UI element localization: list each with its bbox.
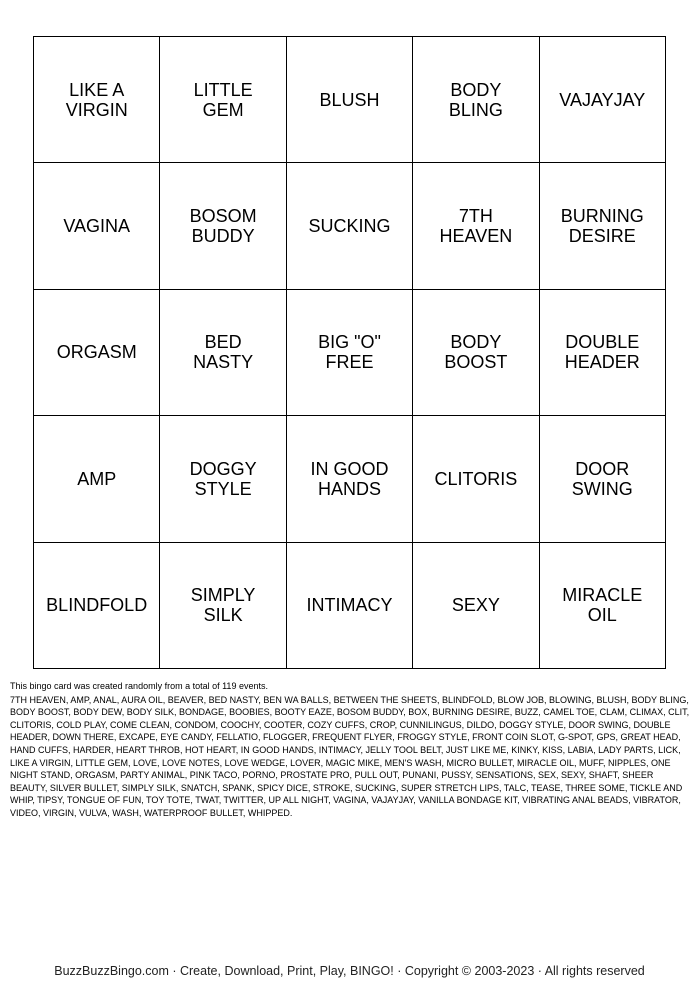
bingo-cell-label: VAJAYJAY bbox=[559, 89, 646, 110]
bingo-cell bbox=[540, 416, 666, 542]
bingo-cell bbox=[540, 37, 666, 163]
bingo-cell bbox=[287, 543, 413, 669]
bingo-cell bbox=[160, 416, 286, 542]
bingo-cell-label: 7TH HEAVEN bbox=[439, 206, 513, 247]
bingo-cell bbox=[540, 163, 666, 289]
bingo-cell-label: BLUSH bbox=[319, 89, 380, 110]
bingo-cell-label: SEXY bbox=[451, 595, 500, 616]
bingo-cell bbox=[287, 37, 413, 163]
bingo-cell-label: BED NASTY bbox=[193, 332, 254, 373]
bingo-cell-label: BODY BOOST bbox=[444, 332, 508, 373]
bingo-cell bbox=[34, 416, 160, 542]
bingo-cell-label: DOOR SWING bbox=[571, 458, 633, 499]
bingo-cell-label: DOGGY STYLE bbox=[189, 458, 257, 499]
page-footer: BuzzBuzzBingo.com · Create, Download, Print, Play, BINGO! · Copyright © 2003-2023 · All rights reserved bbox=[54, 964, 645, 978]
bingo-cell bbox=[540, 290, 666, 416]
bingo-cell bbox=[160, 37, 286, 163]
bingo-cell bbox=[160, 290, 286, 416]
bingo-cell bbox=[413, 163, 539, 289]
bingo-cell-label: DOUBLE HEADER bbox=[564, 332, 640, 373]
events-list-text: 7TH HEAVEN, AMP, ANAL, AURA OIL, BEAVER, BED NASTY, BEN WA BALLS, BETWEEN THE SHEETS, BLINDFOLD, BLOW JOB, BLOWING, BLUSH, BODY BLING, BODY BOOST, BODY DEW, BODY SILK, BONDAGE, BOOBIES, BOOTY EAZE, BOSOM BUDDY, BOX, BURNING DESIRE, BUZZ, CAMEL TOE, CLAM, CLIMAX, CLIT, CLITORIS, COLD PLAY, COME CLEAN, CONDOM, COOCHY, COOTER, COZY CUFFS, CROP, CUNNILINGUS, DILDO, DOGGY STYLE, DOOR SWING, DOUBLE HEADER, DOWN THERE, EXCAPE, EYE CANDY, FELLATIO, FLOGGER, FREQUENT FLYER, FROGGY STYLE, FRONT COIN SLOT, G-SPOT, GPS, GREAT HEAD, HAND CUFFS, HARDER, HEART THROB, HOT HEART, IN GOOD HANDS, INTIMACY, JELLY TOOL BELT, JUST LIKE ME, KINKY, KISS, LABIA, LADY PARTS, LICK, LIKE A VIRGIN, LITTLE GEM, LOVE, LOVE NOTES, LOVE WEDGE, LOVER, MAGIC MIKE, MEN'S WASH, MICRO BULLET, MIRACLE OIL, MUFF, NIPPLES, ONE NIGHT STAND, ORGASM, PARTY ANIMAL, PINK TACO, PORNO, PROSTATE PRO, PULL OUT, PUNANI, PUSSY, SENSATIONS, SEX, SEXY, SHAFT, SHEER BEAUTY, SILVER BULLET, SIMPLY SILK, SNATCH, SPANK, SPICY DICE, STROKE, SUCKING, SUPER STRETCH LIPS, TALC, TEASE, THREE SOME, TICKLE AND WHIP, TIPSY, TONGUE OF FUN, TOY TOTE, TWAT, TWITTER, UP ALL NIGHT, VAGINA, VAJAYJAY, VANILLA BONDAGE KIT, VIBRATING ANAL BEADS, VIBRATOR, VIDEO, VIRGIN, VULVA, WASH, WATERPROOF BULLET, WHIPPED. bbox=[10, 694, 690, 818]
bingo-cell-label: SIMPLY SILK bbox=[190, 585, 256, 626]
bingo-cell-label: INTIMACY bbox=[306, 595, 393, 616]
card-info bbox=[10, 680, 690, 820]
bingo-cell bbox=[34, 543, 160, 669]
bingo-cell bbox=[34, 37, 160, 163]
bingo-cell bbox=[413, 416, 539, 542]
bingo-cell-label: IN GOOD HANDS bbox=[310, 458, 389, 499]
bingo-cell-label: BODY BLING bbox=[448, 79, 503, 120]
bingo-cell-label: LITTLE GEM bbox=[193, 79, 253, 120]
bingo-cell-label: ORGASM bbox=[56, 342, 137, 363]
bingo-cell bbox=[287, 163, 413, 289]
bingo-cell-label: MIRACLE OIL bbox=[562, 585, 643, 626]
bingo-cell bbox=[160, 163, 286, 289]
bingo-cell bbox=[287, 416, 413, 542]
bingo-cell bbox=[540, 543, 666, 669]
bingo-cell bbox=[287, 290, 413, 416]
events-intro-text: This bingo card was created randomly from a total of 119 events. bbox=[10, 681, 268, 691]
bingo-cell-label: LIKE A VIRGIN bbox=[65, 79, 128, 120]
bingo-cell-label: VAGINA bbox=[63, 216, 131, 237]
bingo-cell bbox=[413, 290, 539, 416]
bingo-cell-label: BIG "O" FREE bbox=[318, 332, 381, 373]
bingo-cell bbox=[160, 543, 286, 669]
bingo-cell bbox=[34, 290, 160, 416]
bingo-cell-label: CLITORIS bbox=[434, 468, 518, 489]
bingo-cell bbox=[413, 543, 539, 669]
bingo-cell bbox=[413, 37, 539, 163]
bingo-cell-label: BOSOM BUDDY bbox=[189, 206, 257, 247]
bingo-cell-label: BURNING DESIRE bbox=[560, 206, 644, 247]
bingo-cell-label: SUCKING bbox=[308, 216, 391, 237]
bingo-card-grid bbox=[33, 36, 666, 669]
bingo-cell bbox=[34, 163, 160, 289]
bingo-cell-label: BLINDFOLD bbox=[46, 595, 148, 616]
bingo-cell-label: AMP bbox=[77, 468, 117, 489]
